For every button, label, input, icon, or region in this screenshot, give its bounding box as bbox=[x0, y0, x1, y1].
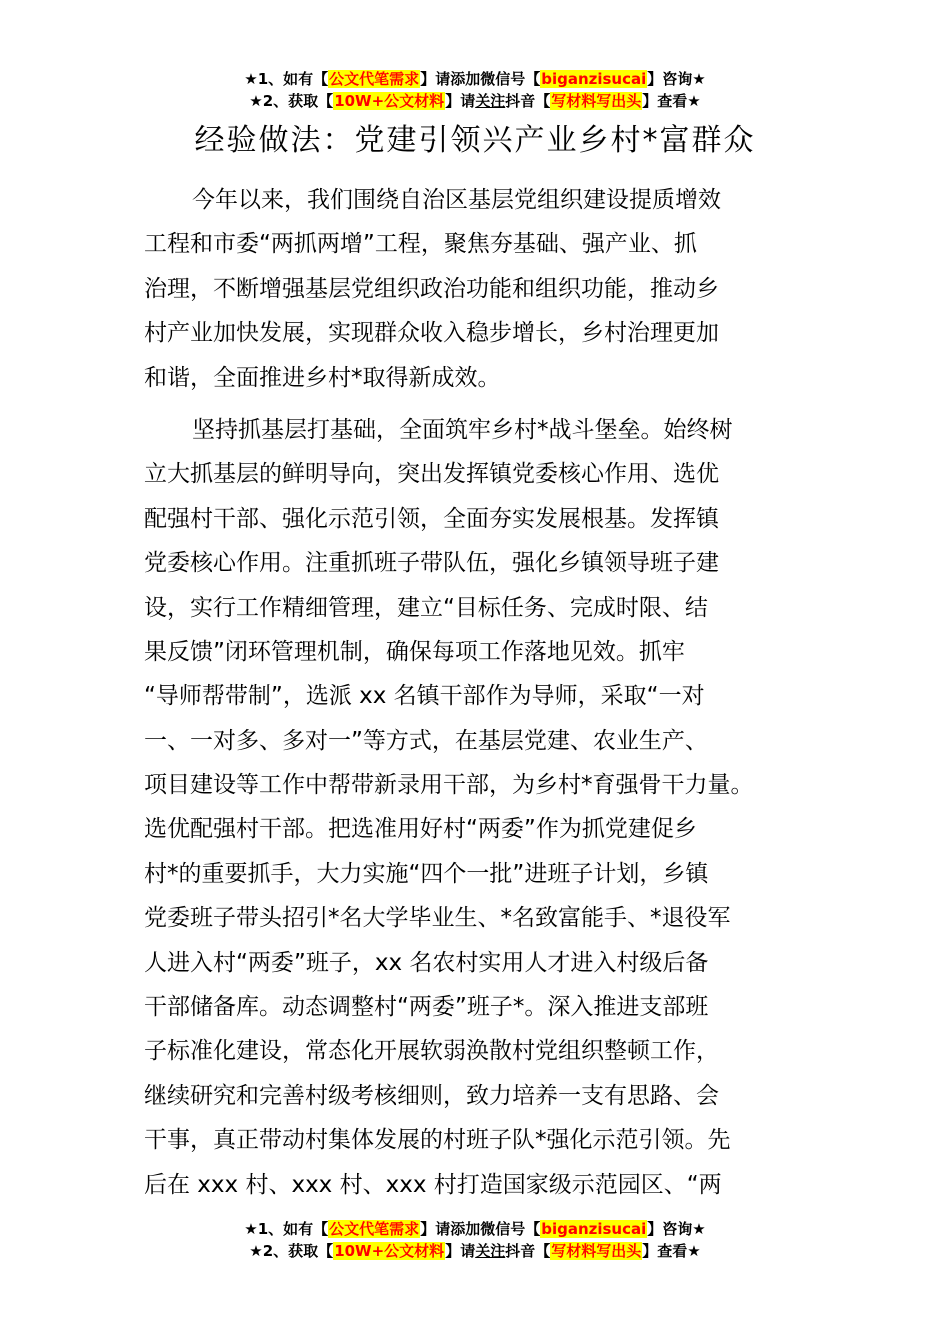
follow-text: 关注 bbox=[475, 1242, 506, 1260]
banner-line-2: ★2、获取【10W+公文材料】请关注抖音【写材料写出头】查看★ bbox=[249, 92, 701, 110]
text-line: 党委核心作用。注重抓班子带队伍，强化乡镇领导班子建 bbox=[144, 550, 719, 577]
text-line: “导师帮带制”，选派 xx 名镇干部作为导师，采取“一对 bbox=[144, 683, 705, 710]
text-line: 村产业加快发展，实现群众收入稳步增长，乡村治理更加 bbox=[144, 320, 719, 347]
text-line: 和谐，全面推进乡村*取得新成效。 bbox=[144, 364, 501, 391]
text-line: 干部储备库。动态调整村“两委”班子*。深入推进支部班 bbox=[144, 994, 709, 1021]
banner-line-1: ★1、如有【公文代笔需求】请添加微信号【biganzisucai】咨询★ bbox=[244, 1220, 706, 1238]
text-line: 选优配强村干部。把选准用好村“两委”作为抓党建促乡 bbox=[144, 816, 697, 843]
text-line: 配强村干部、强化示范引领，全面夯实发展根基。发挥镇 bbox=[144, 505, 719, 532]
header-banner bbox=[0, 68, 950, 112]
text-line: 党委班子带头招引*名大学毕业生、*名致富能手、*退役军 bbox=[144, 905, 731, 932]
highlight-tag: 公文代笔需求 bbox=[329, 1220, 420, 1238]
paragraph bbox=[144, 178, 824, 400]
text-line: 干事，真正带动村集体发展的村班子队*强化示范引领。先 bbox=[144, 1127, 731, 1154]
follow-text: 关注 bbox=[475, 92, 506, 110]
text-line: 一、一对多、多对一”等方式，在基层党建、农业生产、 bbox=[144, 727, 708, 754]
banner-line-1: ★1、如有【公文代笔需求】请添加微信号【biganzisucai】咨询★ bbox=[244, 70, 706, 88]
text-line: 今年以来，我们围绕自治区基层党组织建设提质增效 bbox=[192, 187, 721, 213]
banner-line-2: ★2、获取【10W+公文材料】请关注抖音【写材料写出头】查看★ bbox=[249, 1242, 701, 1260]
text-line: 后在 xxx 村、xxx 村、xxx 村打造国家级示范园区、“两 bbox=[144, 1171, 722, 1198]
text-line: 立大抓基层的鲜明导向，突出发挥镇党委核心作用、选优 bbox=[144, 461, 719, 488]
text-line: 工程和市委“两抓两增”工程，聚焦夯基础、强产业、抓 bbox=[144, 231, 697, 258]
highlight-tag: 公文代笔需求 bbox=[329, 70, 420, 88]
douyin-account-tag: 写材料写出头 bbox=[551, 92, 642, 110]
douyin-account-tag: 写材料写出头 bbox=[551, 1242, 642, 1260]
text-line: 村*的重要抓手，大力实施“四个一批”进班子计划，乡镇 bbox=[144, 860, 709, 887]
paragraph bbox=[144, 408, 824, 1207]
text-line: 子标准化建设，常态化开展软弱涣散村党组织整顿工作， bbox=[144, 1038, 719, 1065]
text-line: 坚持抓基层打基础，全面筑牢乡村*战斗堡垒。始终树 bbox=[192, 416, 733, 443]
text-line: 项目建设等工作中帮带新录用干部，为乡村*育强骨干力量。 bbox=[144, 772, 754, 799]
text-line: 设，实行工作精细管理，建立“目标任务、完成时限、结 bbox=[144, 594, 708, 621]
document-body bbox=[144, 178, 824, 1207]
highlight-tag: 10W+公文材料 bbox=[334, 1242, 445, 1260]
text-line: 果反馈”闭环管理机制，确保每项工作落地见效。抓牢 bbox=[144, 638, 685, 665]
highlight-tag: 10W+公文材料 bbox=[334, 92, 445, 110]
text-line: 继续研究和完善村级考核细则，致力培养一支有思路、会 bbox=[144, 1082, 719, 1109]
text-line: 治理，不断增强基层党组织政治功能和组织功能，推动乡 bbox=[144, 275, 719, 302]
footer-banner bbox=[0, 1218, 950, 1262]
text-line: 人进入村“两委”班子，xx 名农村实用人才进入村级后备 bbox=[144, 949, 709, 976]
document-title: 经验做法：党建引领兴产业乡村*富群众 bbox=[194, 123, 756, 158]
wechat-id-tag: biganzisucai bbox=[541, 70, 647, 88]
wechat-id-tag: biganzisucai bbox=[541, 1220, 647, 1238]
